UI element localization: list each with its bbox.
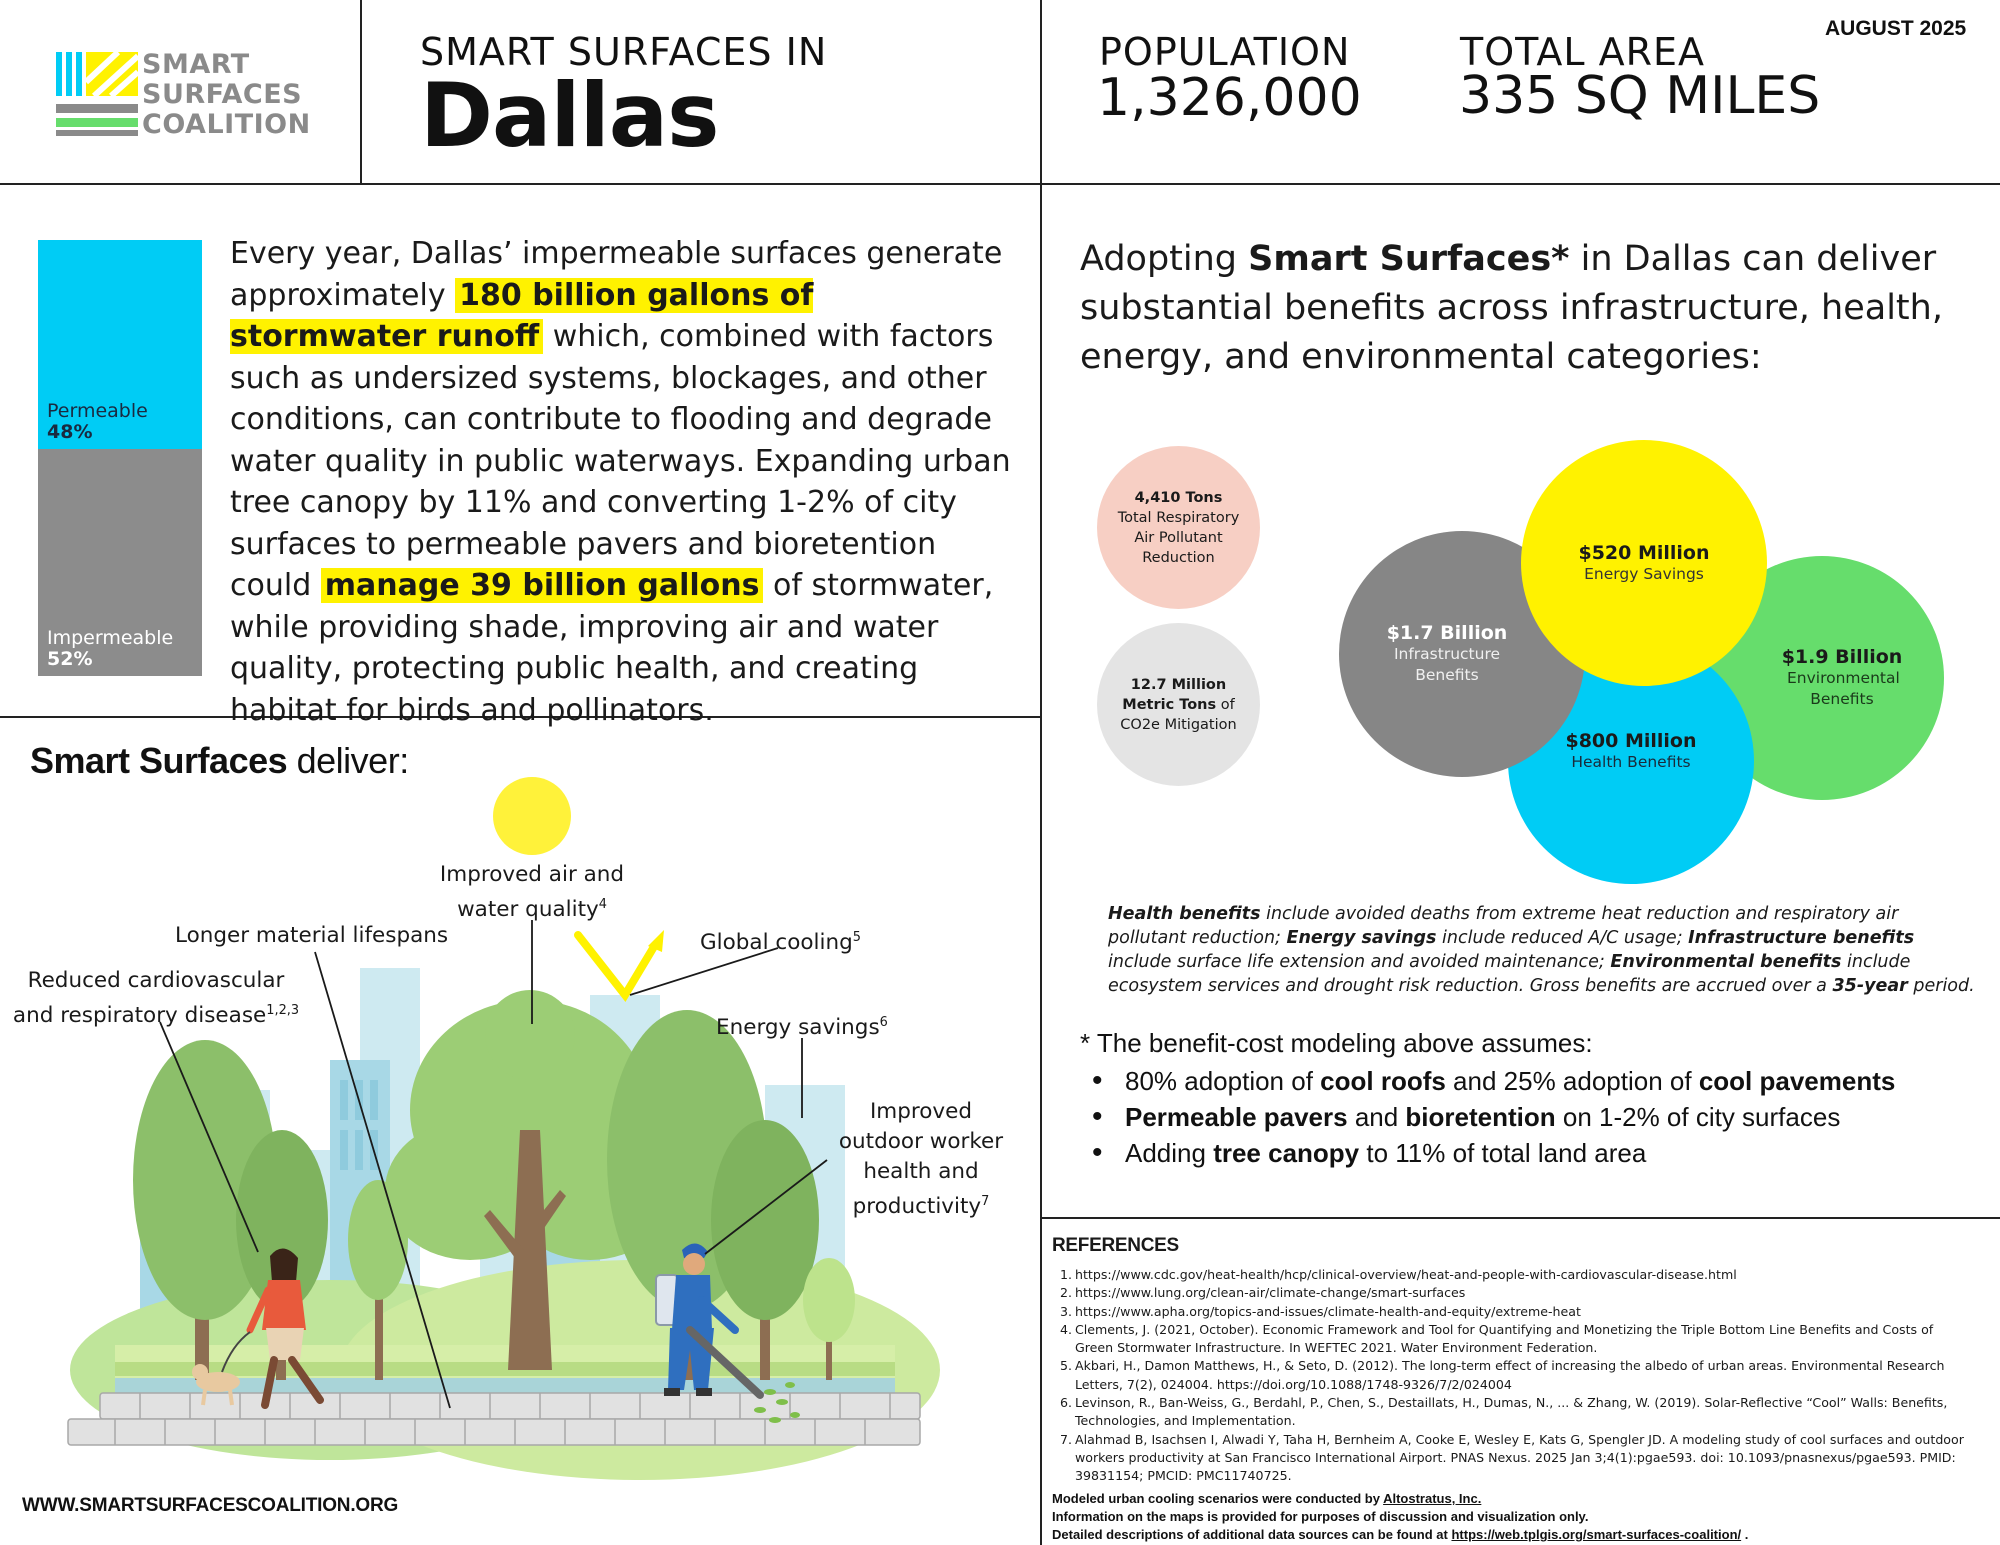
highlight-manage: manage 39 billion gallons xyxy=(321,568,764,603)
label-air-water: Improved air and water quality$^4$ xyxy=(439,862,625,923)
circle-energy: $520 Million Energy Savings xyxy=(1521,440,1767,686)
permeable-label: Permeable xyxy=(47,400,148,422)
label-worker-health: Improved outdoor worker health and productivity$^7$ xyxy=(838,1099,1004,1220)
label-energy-savings: Energy savings$^6$ xyxy=(716,1015,888,1041)
circle-environmental: $1.9 Billion Environmental Benefits xyxy=(1700,556,1944,800)
logo-text-line-2: SURFACES xyxy=(142,79,303,110)
population-label: POPULATION xyxy=(1099,30,1351,74)
divider-vertical-center xyxy=(1040,0,1042,1545)
page-title: Dallas xyxy=(420,64,719,167)
assumption-item: • Adding tree canopy to 11% of total land area xyxy=(1080,1135,1980,1171)
reference-item[interactable]: 3. https://www.apha.org/topics-and-issues/climate-health-and-equity/extreme-heat xyxy=(1060,1303,1581,1319)
assumption-item: • 80% adoption of cool roofs and 25% adoption of cool pavements xyxy=(1080,1063,1980,1099)
intro-paragraph: Every year, Dallas’ impermeable surfaces generate approximately 180 billion gallons of stormwater runoff which, combined with factors such as undersized systems, blockages, and other conditions, can contribute to flooding and degrade water quality in public waterways. Expanding urban tree canopy by 11% and converting 1-2% of city surfaces to permeable pavers and bioretention could manage 39 billion gallons of stormwater, while providing shade, improving air and water quality, protecting public health, and creating habitat for birds and pollinators. xyxy=(230,236,1011,728)
header-subtitle: SMART SURFACES IN xyxy=(420,30,828,74)
divider-right-references xyxy=(1041,1217,2000,1219)
logo-text-line-3: COALITION xyxy=(142,109,311,140)
divider-header-bottom xyxy=(0,183,2000,185)
logo-text-line-1: SMART xyxy=(142,49,250,80)
reference-item[interactable]: 1. https://www.cdc.gov/heat-health/hcp/clinical-overview/heat-and-people-with-cardiovascular-disease.html xyxy=(1060,1267,1737,1282)
impermeable-label: Impermeable xyxy=(47,627,174,649)
website-link[interactable]: WWW.SMARTSURFACESCOALITION.ORG xyxy=(22,1495,399,1516)
area-value: 335 SQ MILES xyxy=(1459,66,1821,126)
population-value: 1,326,000 xyxy=(1097,68,1362,128)
references-list xyxy=(1052,1266,1972,1486)
references-heading: REFERENCES xyxy=(1052,1235,1179,1256)
circle-health: $800 Million Health Benefits xyxy=(1508,638,1754,884)
assumptions-list xyxy=(1080,1063,1980,1171)
adopt-heading: Adopting Smart Surfaces* in Dallas can deliver substantial benefits across infrastructure, health, energy, and environmental categories: xyxy=(1080,239,1943,377)
publication-date: AUGUST 2025 xyxy=(1825,17,1967,40)
assumption-item: • Permeable pavers and bioretention on 1-2% of city surfaces xyxy=(1080,1099,1980,1135)
logo[interactable] xyxy=(56,50,316,140)
tplgis-link[interactable]: https://web.tplgis.org/smart-surfaces-coalition/ xyxy=(1451,1527,1742,1542)
altostratus-link[interactable]: Altostratus, Inc. xyxy=(1383,1491,1482,1506)
highlight-runoff: 180 billion gallons of stormwater runoff xyxy=(230,277,814,354)
reference-item: 4. Clements, J. (2021, October). Economic Framework and Tool for Quantifying and Monetizing the Triple Bottom Line Benefits and Costs of Green Stormwater Infrastructure. In WEFTEC 2021. Water Environment Federation. xyxy=(1060,1321,1934,1356)
assumptions-heading: * The benefit-cost modeling above assumes: xyxy=(1080,1028,1593,1058)
label-cardiovascular: Reduced cardiovascular and respiratory disease$^{1,2,3}$ xyxy=(12,968,300,1029)
divider-logo-title xyxy=(360,0,362,184)
benefit-definitions-note: Health benefits include avoided deaths from extreme heat reduction and respiratory air pollutant reduction; Energy savings include reduced A/C usage; Infrastructure benefits include surface life extension and avoided maintenance; Environmental benefits include ecosystem services and drought risk reduction. Gross benefits are accrued over a 35-year period. xyxy=(1108,904,1975,996)
deliver-title: Smart Surfaces deliver: xyxy=(30,740,409,781)
reference-item: 5. Akbari, H., Damon Matthews, H., & Seto, D. (2012). The long-term effect of increasing the albedo of urban areas. Environmental Research Letters, 7(2), 024004. https://doi.org/10.1088/1748-9326/7/2/024004 xyxy=(1060,1358,1945,1392)
surface-bar xyxy=(38,240,202,676)
logo-mark-icon xyxy=(56,52,138,136)
data-source-footnotes: Modeled urban cooling scenarios were conducted by Altostratus, Inc. Information on the maps is provided for purposes of discussion and visualization only. Detailed descriptions of additional data sources can be found at https://web.tplgis.org/smart-surfaces-coalition/ . xyxy=(1052,1491,1749,1542)
circle-co2: 12.7 Million Metric Tons of CO2e Mitigation xyxy=(1097,623,1260,786)
reference-item: 6. Levinson, R., Ban-Weiss, G., Berdahl, P., Chen, S., Destaillats, H., Dumas, N., ... & Zhang, W. (2019). Solar-Reflective “Cool” Walls: Benefits, Technologies, and Implementation. xyxy=(1060,1395,1948,1429)
area-label: TOTAL AREA xyxy=(1460,30,1706,74)
impermeable-pct: 52% xyxy=(47,648,93,670)
cooling-arrow-icon xyxy=(578,935,655,995)
label-lifespans: Longer material lifespans xyxy=(175,923,449,948)
circle-infrastructure: $1.7 Billion Infrastructure Benefits xyxy=(1339,531,1585,777)
sun-icon xyxy=(493,777,571,855)
reference-item[interactable]: 2. https://www.lung.org/clean-air/climate-change/smart-surfaces xyxy=(1060,1285,1466,1301)
label-global-cooling: Global cooling$^5$ xyxy=(700,930,861,956)
permeable-pct: 48% xyxy=(47,421,93,443)
circle-respiratory: 4,410 Tons Total Respiratory Air Pollutant Reduction xyxy=(1097,446,1260,609)
reference-item: 7. Alahmad B, Isachsen I, Alwadi Y, Taha H, Bernheim A, Cooke E, Wesley E, Kats G, Spengler JD. A modeling study of cool surfaces and outdoor workers productivity at San Francisco International Airport. PNAS Nexus. 2025 Jan 3;4(1):pgae593. doi: 10.1093/pnasnexus/pgae593. PMID: 39831154; PMCID: PMC11740725. xyxy=(1060,1431,1964,1484)
